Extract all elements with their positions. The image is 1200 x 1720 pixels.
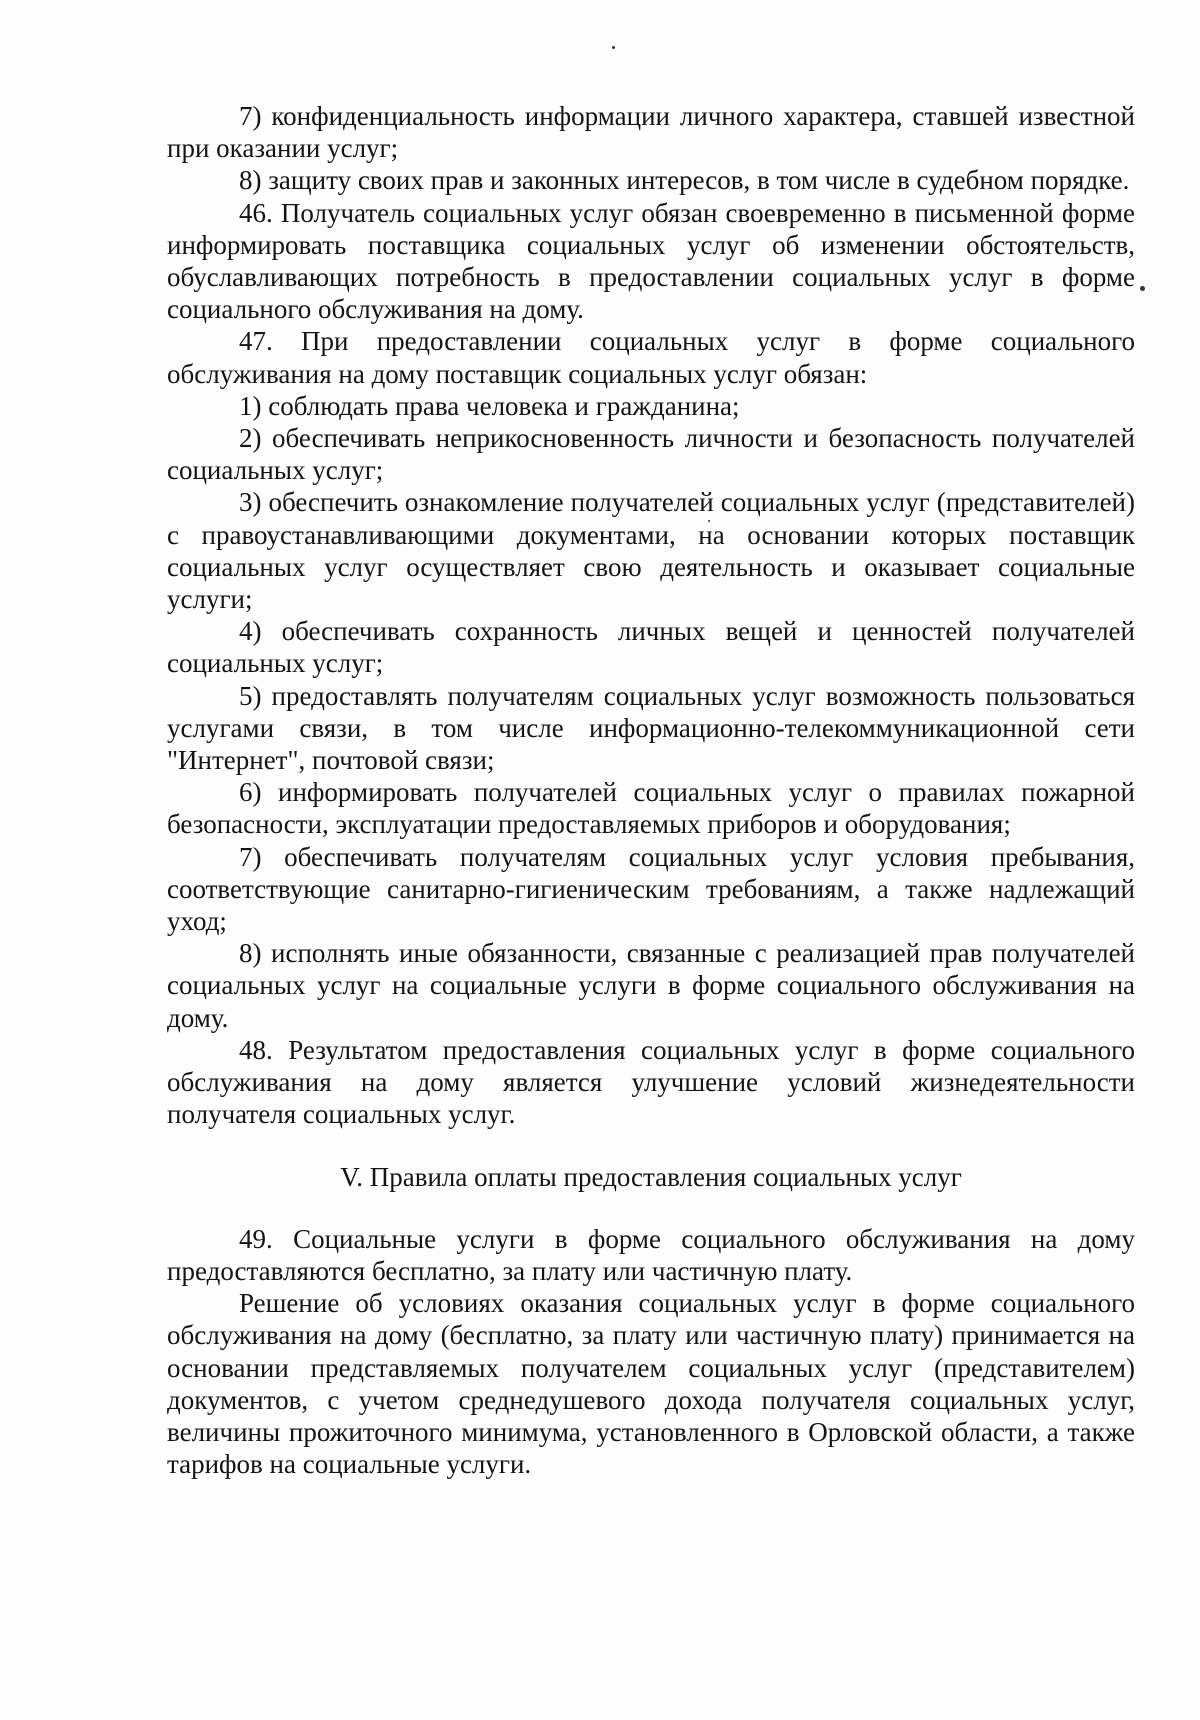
- section-heading: V. Правила оплаты предоставления социальных услуг: [340, 1161, 962, 1192]
- paragraphs-before-section: [167, 100, 1135, 1131]
- paragraph: 46. Получатель социальных услуг обязан своевременно в письменной форме информировать поставщика социальных услуг об изменении обстоятельств, обуславливающих потребность в предоставлении социальных услуг в форме социального обслуживания на дому.: [167, 197, 1135, 325]
- paragraphs-after-section: [167, 1223, 1135, 1481]
- paragraph: 47. При предоставлении социальных услуг в форме социального обслуживания на дому поставщик социальных услуг обязан:: [167, 326, 1135, 389]
- paragraph: 3) обеспечить ознакомление получателей социальных услуг (представителей) с правоустанавливающими документами, на основании которых поставщик социальных услуг осуществляет свою деятельность и оказывает социальные услуги;: [167, 487, 1135, 615]
- paragraph: Решение об условиях оказания социальных услуг в форме социального обслуживания на дому (бесплатно, за плату или частичную плату) принимается на основании представляемых получателем социальных услуг (представителем) документов, с учетом среднедушевого дохода получателя социальных услуг, величины прожиточного минимума, установленного в Орловской области, а также тарифов на социальные услуги.: [167, 1288, 1135, 1480]
- paragraph: 2) обеспечивать неприкосновенность личности и безопасность получателей социальных услуг;: [167, 423, 1135, 486]
- paragraph: 1) соблюдать права человека и гражданина;: [239, 390, 740, 421]
- document-body: [167, 100, 1135, 1480]
- paragraph: 8) исполнять иные обязанности, связанные с реализацией прав получателей социальных услуг на социальные услуги в форме социального обслуживания на дому.: [167, 938, 1135, 1033]
- paragraph: 7) конфиденциальность информации личного характера, ставшей известной при оказании услуг;: [167, 101, 1135, 164]
- paragraph: 8) защиту своих прав и законных интересов, в том числе в судебном порядке.: [239, 165, 1130, 196]
- scan-speck: [1140, 286, 1145, 291]
- paragraph: 6) информировать получателей социальных услуг о правилах пожарной безопасности, эксплуатации предоставляемых приборов и оборудования;: [167, 777, 1135, 840]
- paragraph: 49. Социальные услуги в форме социального обслуживания на дому предоставляются бесплатно, за плату или частичную плату.: [167, 1223, 1135, 1286]
- paragraph: 5) предоставлять получателям социальных услуг возможность пользоваться услугами связи, в том числе информационно-телекоммуникационной сети "Интернет", почтовой связи;: [167, 680, 1135, 776]
- scan-speck: [612, 46, 615, 49]
- paragraph: 7) обеспечивать получателям социальных услуг условия пребывания, соответствующие санитарно-гигиеническим требованиям, а также надлежащий уход;: [167, 841, 1135, 937]
- paragraph: 48. Результатом предоставления социальных услуг в форме социального обслуживания на дому является улучшение условий жизнедеятельности получателя социальных услуг.: [167, 1034, 1135, 1130]
- paragraph: 4) обеспечивать сохранность личных вещей и ценностей получателей социальных услуг;: [167, 616, 1135, 679]
